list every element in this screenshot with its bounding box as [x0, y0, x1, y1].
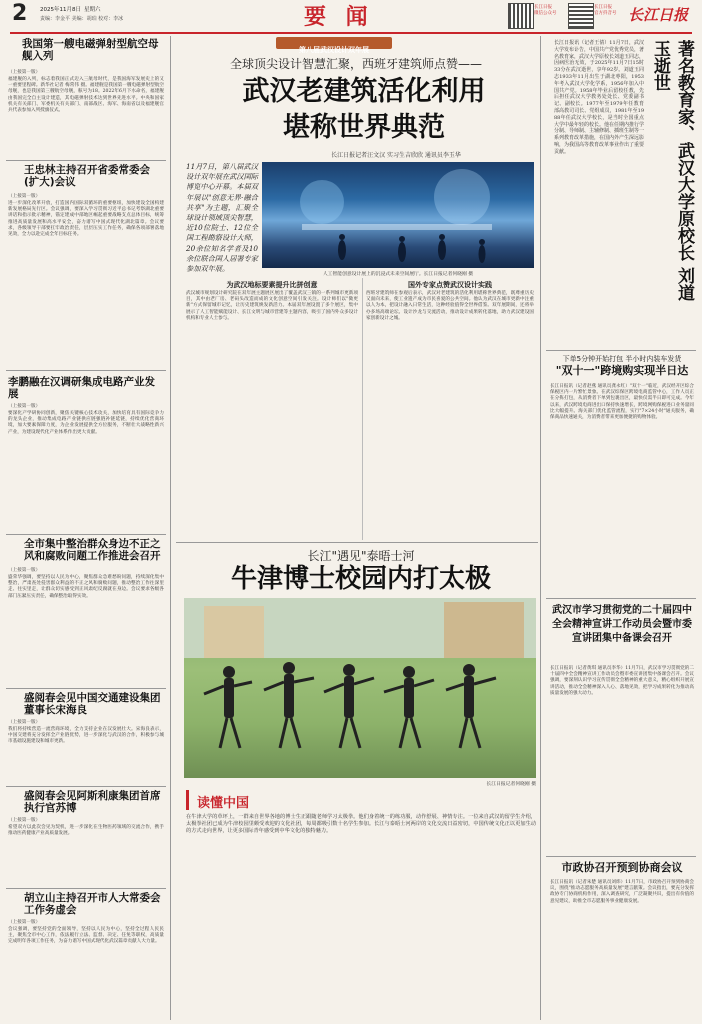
lower-feature-headline: 牛津博士校园内打太极	[230, 564, 491, 594]
article-body: 我们将持续营造一流营商环境，全力支持企业在汉发展壮大。宋海良表示，中国交建将充分发挥全产业链优势，进一步深化与武汉的合作，积极参与城市基础设施建设和城市更新。	[8, 727, 164, 745]
series-banner	[186, 790, 349, 810]
section2-title: "双十一"跨境购实现半日达	[555, 364, 689, 377]
article-source: （上接第一版）	[8, 720, 41, 725]
feature-subhead-1-body: 武汉城市规划设计研究院在双年展主题展区展出了覆盖武汉三镇的一系列城市更新项目，其中由老厂房、老码头改造而成的文化创意空间引发关注。设计师们以"微更新"方式保留城市记忆，让历史建筑焕发新活力。本届双年展设置了多个展区，集中展示了人工智能赋能设计、长江文明与城市营建等主题内容，吸引了国内外众多设计机构和专业人士参与。	[186, 291, 358, 321]
article-source: （上接第一版）	[8, 818, 41, 823]
lower-feature-kicker: 长江"遇见"泰晤士河	[307, 549, 415, 563]
series-banner-label: 读懂中国	[197, 796, 250, 811]
feature-lead: 11月7日，第八届武汉设计双年展在武汉国际博览中心开幕。本届双年展以"创意无界·融合共享"为主题，汇聚全球设计领域顶尖智慧，近10位院士、12位全国工程勘察设计大师，20余位知名学者及10余位联合国人居署专家参加双年展。	[186, 162, 258, 274]
page-header	[0, 0, 702, 34]
article-title: 盛阅春会见阿斯利康集团首席执行官苏博	[24, 790, 161, 815]
lower-feature-body: 在牛津大学的草坪上，一群来自世界各地的博士生正跟随老师学习太极拳。他们身着统一的练功服，动作舒展、神情专注。一位来自武汉的留学生介绍，太极拳社团已成为牛津校园里颇受欢迎的文化社团，每周都吸引数十名学生参加。长江与泰晤士河两岸的文化交流日益密切，中国传统文化正以更加生动的方式走向世界，让更多国际青年感受到中华文化的独特魅力。	[186, 814, 536, 834]
article-title: 胡立山主持召开市人大常委会工作务虚会	[24, 892, 161, 917]
qr-code-douyin	[568, 3, 594, 29]
article-source: （上接第一版）	[8, 920, 41, 925]
section2-body: 长江日报讯（记者赵燕 通讯员龚永红）"双十一"临近，武汉经开区综合保税区内一片繁忙景象。在武汉综保区跨境电商监管中心，工作人员正在分拣打包，从消费者下单到包裹出区，最快仅需半日即可完成。今年以来，武汉跨境电商进出口保持快速增长，跨境网购保税进口业务量同比大幅提升。海关部门优化监管流程，实行"7×24小时"通关服务，确保商品快速通关，为消费者带来更加便捷的购物体验。	[550, 384, 694, 421]
obit-body: 长江日报讯（记者王倩）11月7日，武汉大学发布讣告，中国共产党优秀党员，著名教育家，武汉大学原校长刘道玉同志，因病医治无效，于2025年11月7日15时33分在武汉逝世，享年92岁。刘道玉同志1933年11月出生于湖北枣阳，1953年考入武汉大学化学系，1956年加入中国共产党。1958年毕业后留校任教，先后担任武汉大学教务处处长、党委副书记、副校长。1977年至1979年任教育部高教司司长、党组成员，1981年至1988年任武汉大学校长，是当时全国重点大学中最年轻的校长。他在任期内推行学分制、导师制、主辅修制、插班生制等一系列教育改革措施，在国内外产生深远影响，为我国高等教育改革事业作出了重要贡献。	[554, 40, 645, 155]
section2-kicker: 下单5分钟开始打包 半小时内装车发货	[562, 355, 682, 363]
feature-subheadline: 全球顶尖设计智慧汇聚，西班牙建筑师点赞——	[229, 57, 482, 71]
feature-byline: 长江日报记者汪文汉 实习生吉欣欣 通讯员李玉华	[331, 152, 461, 159]
obit-heading	[648, 40, 696, 320]
article-source: （上接第一版）	[8, 568, 41, 573]
section4-body: 长江日报讯（记者朱楚 通讯员刘炜）11月7日，市政协召开预到协商会议，围绕"推动志愿服务高质量发展"建言献策。会议指出，要充分发挥政协专门协商机构作用，深入调查研究，广泛凝聚共识，提出有价值的意见建议，助推全市志愿服务事业健康发展。	[550, 880, 694, 904]
qr-caption-douyin: 长江日报 官方抖音号	[594, 5, 617, 16]
page-weekday: 星期六	[84, 7, 101, 13]
article-body: 进一步深化改革开放，打造国内国际双循环的重要枢纽，加快建设全国构建新发展格局先行区。会议强调，要深入学习贯彻习近平总书记考察湖北重要讲话和指示批示精神，锚定建成中部地区崛起重要战略支点总体目标，统筹推进高质量发展和高水平安全，奋力谱写中国式现代化湖北篇章。会议要求，各级领导干部要扛牢政治责任，层层压实工作任务，确保各项部署落地见效，全力以赴完成全年目标任务。	[8, 201, 164, 238]
feature-subhead-2-body: 西班牙建筑师在参观后表示，武汉对老建筑的活化利用堪称世界典范，既尊重历史又面向未来，使工业遗产成为市民喜爱的公共空间。他认为武汉在城市更新中注重以人为本，把设计融入日常生活，这种经验值得全世界借鉴。双年展期间，还将举办多场高端论坛、设计沙龙与交流活动，推动设计成果转化落地，助力武汉建设国家创新设计之城。	[366, 291, 534, 321]
header-rule	[10, 32, 692, 34]
feature-subhead-2: 国外专家点赞武汉设计实践	[408, 281, 492, 289]
page-date: 2025年11月8日	[40, 7, 81, 13]
article-title: 我国第一艘电磁弹射型航空母舰入列	[22, 38, 159, 63]
lower-feature-photo	[184, 598, 536, 778]
article-title: 全市集中整治群众身边不正之风和腐败问题工作推进会召开	[24, 538, 161, 563]
article-body: 会议强调，要坚持党的全面领导，坚持以人民为中心，坚持全过程人民民主，聚焦全市中心工作，依法履行立法、监督、决定、任免等职权，高质量完成明年各项工作任务，为奋力谱写中国式现代化武汉篇章贡献人大力量。	[8, 927, 164, 945]
masthead-logo: 长江日报	[628, 6, 689, 24]
qr-caption-wechat: 长江日报 微信公众号	[534, 5, 557, 16]
obit-heading-text: 著名教育家、武汉大学原校长 刘道玉逝世	[650, 40, 694, 301]
article-title: 王忠林主持召开省委常委会(扩大)会议	[24, 164, 150, 189]
article-title: 李鹏融在汉调研集成电路产业发展	[8, 376, 155, 401]
article-source: （上接第一版）	[8, 404, 41, 409]
page-number: 2	[12, 1, 28, 26]
article-body: 福建舰的入列，标志着我国正式迈入三航母时代，是我国海军发展史上的又一重要里程碑。新华社记者 梅常伟 摄。福建舰是我国第一艘电磁弹射型航空母舰，也是我国第三艘航空母舰，舷号为18。2022年6月下水命名，福建舰由我国完全自主设计建造，其电磁弹射技术达到世界先进水平。中央和国家机关有关部门、军委机关有关部门、南部战区、海军、海南省以及福建舰官兵代表参加入列授旗仪式。	[8, 77, 164, 114]
page-editors: 责编：李金平 美编：胡珀 校对：李冰	[40, 16, 124, 22]
feature-headline-1: 武汉老建筑活化利用	[242, 76, 486, 107]
article-body: 希望双方以此次会见为契机，进一步深化在生物医药领域的交流合作，携手推动医药健康产业高质量发展。	[8, 825, 164, 837]
section4-title: 市政协召开预到协商会议	[561, 861, 683, 874]
feature-banner-label: 第八届武汉设计双年展	[299, 46, 369, 54]
feature-banner	[276, 37, 392, 54]
article-body: 要深化产学研协同创新，聚焦关键核心技术攻关，加快培育具有国际竞争力的龙头企业，推动集成电路产业链供应链强链补链延链，持续优化营商环境，加大要素保障力度，为企业发展提供全方位服务，不断壮大战略性新兴产业，为建设现代化产业体系作出更大贡献。	[8, 411, 164, 435]
lower-feature-photo-caption: 长江日报记者何晓刚 摄	[486, 782, 536, 787]
article-source: （上接第一版）	[8, 70, 41, 75]
feature-photo-caption: 人工智能创意设计展上的沉浸式未来空间展厅。长江日报记者何晓刚 摄	[322, 272, 474, 277]
section3-body: 长江日报讯（记者黄琪 通讯员李华）11月7日，武汉市学习贯彻党的二十届四中全会精神宣讲工作动员会暨市委宣讲团集中备课会召开。会议强调，要深刻认识学习宣传贯彻全会精神的重大意义，精心组织开展宣讲活动，推动全会精神深入人心、落地见效，把学习成果转化为推动高质量发展的强大动力。	[550, 666, 694, 696]
lower-feature-photo-scene	[184, 598, 536, 778]
article-title: 盛阅春会见中国交通建设集团董事长宋海良	[24, 692, 161, 717]
section3-title: 武汉市学习贯彻党的二十届四中全会精神宣讲工作动员会暨市委宣讲团集中备课会召开	[552, 605, 692, 644]
section-title: 要 闻	[304, 4, 374, 30]
article-body: 盛荣华强调，要坚持以人民为中心，聚焦群众急难愁盼问题，持续深化集中整治，严肃查处侵害群众利益的不正之风和腐败问题，推动整治工作往深里走、往实里走，让群众切实感受到正风肃纪反腐就在身边。会议要求各级各部门压紧压实责任，确保整治取得实效。	[8, 575, 164, 599]
feature-subhead-1: 为武汉地标要素提升比拼创意	[226, 281, 318, 289]
feature-headline-2: 堪称世界典范	[283, 112, 445, 143]
feature-photo	[262, 162, 534, 268]
article-source: （上接第一版）	[8, 194, 41, 199]
feature-photo-scene	[262, 162, 534, 268]
left-column	[6, 36, 166, 1020]
qr-code-wechat	[508, 3, 534, 29]
